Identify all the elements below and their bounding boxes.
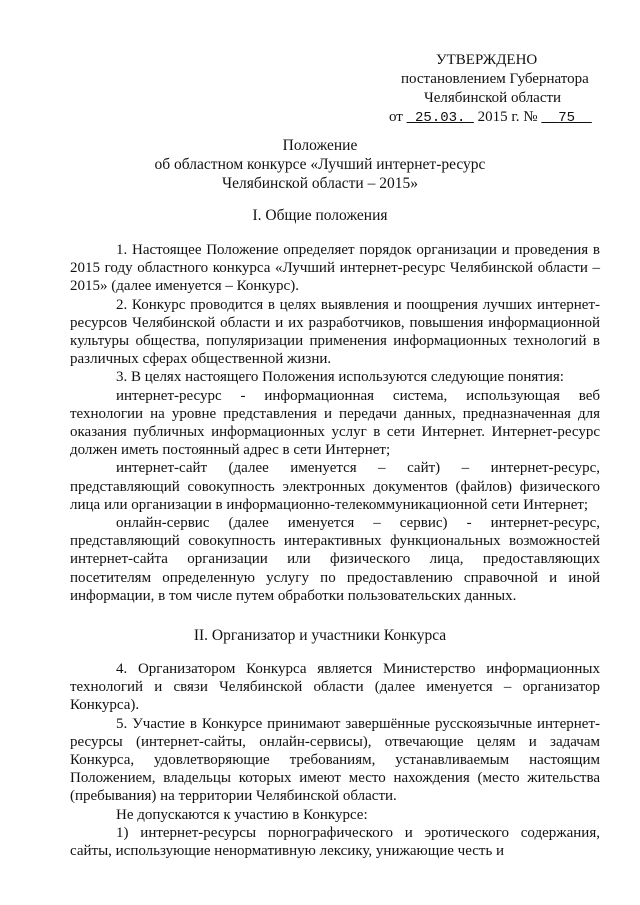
paragraph: интернет-ресурс - информационная система, использующая веб технологии на уровне представления и передачи данных, предназначенная для оказания публичных информационных услуг в сети Интернет. Интернет-ресурс должен иметь постоянный адрес в сети Интернет; xyxy=(70,387,600,459)
approval-region: Челябинской области xyxy=(424,90,562,106)
paragraph: 3. В целях настоящего Положения используются следующие понятия: xyxy=(116,369,564,386)
section-1-body xyxy=(70,241,600,605)
approval-authority: постановлением Губернатора xyxy=(401,71,589,87)
paragraph: 5. Участие в Конкурсе принимают завершённые русскоязычные интернет-ресурсы (интернет-сайты, онлайн-сервисы), отвечающие целям и задачам Конкурса, удовлетворяющие требованиям, устанавливаемым настоящим Положением, владельцы которых имеют место нахождения (место жительства (пребывания) на территории Челябинской области. xyxy=(70,715,600,805)
title-line-3: Челябинской области – 2015» xyxy=(222,175,418,192)
approval-stamp xyxy=(376,51,616,128)
section-2-heading: II. Организатор и участники Конкурса xyxy=(193,627,447,644)
section-1-heading: I. Общие положения xyxy=(252,207,388,224)
approval-date-line xyxy=(376,108,616,128)
section-2-body xyxy=(70,660,600,860)
approval-number: 75 xyxy=(558,110,575,126)
date-prefix: от xyxy=(389,109,403,125)
approval-title: УТВЕРЖДЕНО xyxy=(436,52,538,68)
approval-date: 25.03. xyxy=(415,110,466,126)
title-line-1: Положение xyxy=(282,137,358,154)
approval-year: 2015 г. № xyxy=(477,109,538,125)
paragraph: 1) интернет-ресурсы порнографического и эротического содержания, сайты, использующие ненормативную лексику, унижающие честь и xyxy=(70,824,600,860)
title-line-2: об областном конкурсе «Лучший интернет-ресурс xyxy=(154,156,486,173)
paragraph: интернет-сайт (далее именуется – сайт) – интернет-ресурс, представляющий совокупность электронных документов (файлов) физического лица или организации в информационно-телекоммуникационной сети Интернет; xyxy=(70,460,600,513)
paragraph: Не допускаются к участию в Конкурсе: xyxy=(116,806,368,823)
paragraph: онлайн-сервис (далее именуется – сервис) - интернет-ресурс, представляющий совокупность интерактивных функциональных возможностей интернет-сайта организации или физического лица, предоставляющих посетителям определенную услугу по предоставлению справочной и иной информации, в том числе путем обработки пользовательских данных. xyxy=(70,515,600,604)
document-title xyxy=(40,136,600,193)
paragraph: 2. Конкурс проводится в целях выявления и поощрения лучших интернет-ресурсов Челябинской области и их разработчиков, повышения информационной культуры общества, популяризации применения информационных технологий в различных сферах общественной жизни. xyxy=(70,296,600,368)
paragraph: 4. Организатором Конкурса является Министерство информационных технологий и связи Челябинской области (далее именуется – организатор Конкурса). xyxy=(70,661,600,714)
paragraph: 1. Настоящее Положение определяет порядок организации и проведения в 2015 году областного конкурса «Лучший интернет-ресурс Челябинской области – 2015» (далее именуется – Конкурс). xyxy=(70,242,600,295)
